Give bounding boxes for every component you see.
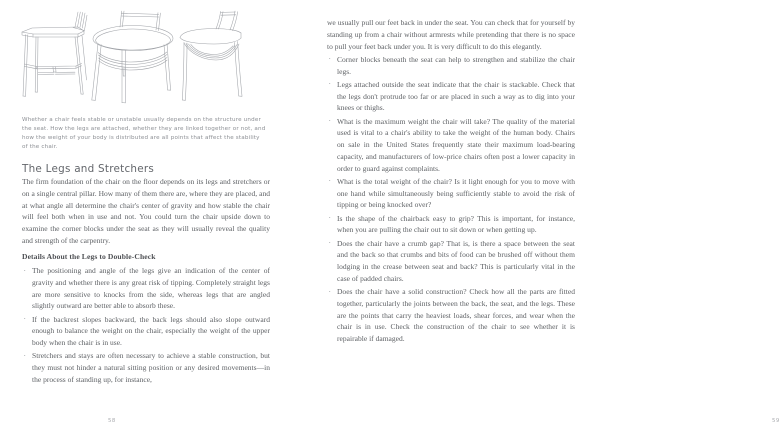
list-item (22, 350, 270, 385)
list-item-text: Corner blocks beneath the seat can help to strengthen and stabilize the chair legs. (337, 54, 575, 76)
list-item (327, 116, 575, 175)
list-item (327, 79, 575, 114)
list-item (22, 314, 270, 349)
subsection-heading: Details About the Legs to Double-Check (22, 252, 156, 261)
list-item-text: The positioning and angle of the legs give an indication of the center of gravity and whether there is any great risk of tipping. Completely straight legs are more sensitive to knocks from the side, whereas legs that are angled slightly outward are better able to absorb these. (32, 266, 270, 311)
bullet-dot: · (328, 238, 332, 247)
list-item-text: Stretchers and stays are often necessary to achieve a stable construction, but they must not hinder a natural sitting position or any desired movements—in the process of standing up, for instance, (32, 351, 270, 384)
left-bullet-list (22, 265, 270, 386)
list-item (327, 238, 575, 285)
list-item-text: Is the shape of the chairback easy to grip? This is important, for instance, when you are pulling the chair out to sit down or when getting up. (337, 213, 575, 235)
left-page (0, 0, 300, 439)
chair-one (22, 12, 87, 96)
bullet-dot: · (328, 176, 332, 186)
bullet-dot: · (328, 79, 332, 89)
right-text-block (327, 17, 575, 346)
bullet-dot: · (23, 350, 27, 360)
page-number-left: 58 (108, 418, 116, 424)
bullet-dot: · (328, 116, 332, 125)
figure-caption: Whether a chair feels stable or unstable usually depends on the structure under the seat. How the legs are attached, whether they are linked together or not, and how the weight of your body is distributed are all points that affect the stability of the chair. (22, 117, 266, 151)
list-item-text: Does the chair have a solid construction? Check how all the parts are fitted together, particularly the joints between the back, the seat, and the legs. These are the points that carry the heaviest loads, shear forces, and wear when the chair is in use. Check the construction of the chair to see whether it is repairable if damaged. (337, 287, 575, 343)
list-item (327, 286, 575, 345)
bullet-dot: · (328, 54, 332, 64)
section-heading: The Legs and Stretchers (22, 163, 155, 175)
chair-two (92, 11, 173, 103)
intro-paragraph: The firm foundation of the chair on the floor depends on its legs and stretchers or on a single central pillar. How many of them there are, where they are placed, and at what angle all determine the chair's center of gravity and how stable the chair will feel both when in use and not. You could turn the chair upside down to examine the corner blocks under the seat as they will usually reveal the quality and strength of the carpentry. (22, 177, 270, 245)
list-item-text: What is the total weight of the chair? Is it light enough for you to move with one hand while simultaneously being sufficiently stable to avoid the risk of tipping or being knocked over? (337, 176, 575, 210)
bullet-dot: · (328, 286, 332, 296)
right-page (301, 0, 780, 439)
list-item (327, 213, 575, 237)
list-item (327, 176, 575, 211)
list-item-text: Does the chair have a crumb gap? That is, is there a space between the seat and the back so that crumbs and bits of food can be brushed off without them lodging in the crease between seat and back? This is particularly vital in the case of padded chairs. (337, 238, 575, 283)
bullet-dot: · (23, 314, 27, 323)
list-item (327, 54, 575, 78)
details-block (22, 252, 270, 387)
right-bullet-list (327, 54, 575, 345)
chair-three (180, 11, 242, 100)
bullet-dot: · (23, 265, 27, 275)
list-item (22, 265, 270, 312)
list-item-text: Legs attached outside the seat indicate that the chair is stackable. Check that the legs don't protrude too far or are placed in such a way as to dig into your knees or thighs. (337, 79, 575, 113)
three-chairs-line-drawing (18, 10, 268, 112)
list-item-text: If the backrest slopes backward, the back legs should also slope outward enough to balance the weight on the chair, especially the weight of the upper body when the chair is in use. (32, 314, 270, 347)
page-number-right: 59 (772, 418, 780, 424)
intro-block (22, 176, 270, 247)
list-item-text: What is the maximum weight the chair will take? The quality of the material used is vital to a chair's ability to take the weight of the human body. Chairs on sale in the United States frequently state their maximum load-bearing capacity, and manufacturers of low-price chairs often post a lower capacity in order to guard against complaints. (337, 116, 575, 173)
continued-paragraph: we usually pull our feet back in under the seat. You can check that for yourself by standing up from a chair without armrests while pretending that there is no space to pull your feet back under you. It is very difficult to do this elegantly. (327, 18, 575, 51)
bullet-dot: · (328, 213, 332, 222)
